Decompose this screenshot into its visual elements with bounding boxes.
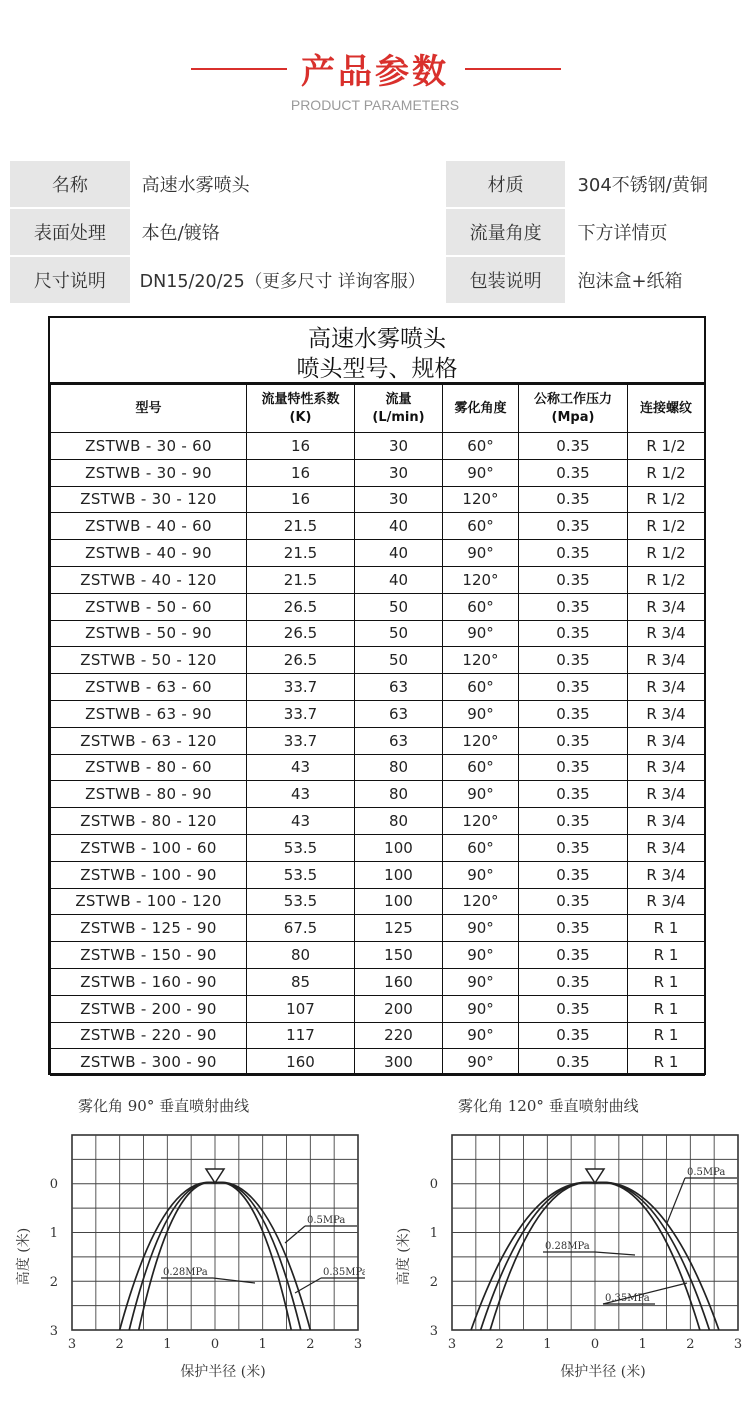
table-cell: R 3/4 <box>628 781 705 808</box>
table-cell: 200 <box>355 995 443 1022</box>
table-row <box>51 566 705 593</box>
param-row <box>10 209 739 255</box>
table-row <box>51 486 705 513</box>
table-cell: 0.35 <box>519 433 628 460</box>
x-tick-label: 1 <box>543 1337 552 1352</box>
table-cell: 85 <box>247 968 355 995</box>
table-cell: 26.5 <box>247 593 355 620</box>
table-cell: 80 <box>355 754 443 781</box>
table-cell: R 1/2 <box>628 540 705 567</box>
table-row <box>51 727 705 754</box>
param-value: DN15/20/25（更多尺寸 详询客服） <box>132 257 444 303</box>
table-cell: ZSTWB - 80 - 60 <box>51 754 247 781</box>
param-key: 流量角度 <box>446 209 566 255</box>
table-cell: 0.35 <box>519 459 628 486</box>
table-row <box>51 781 705 808</box>
table-cell: R 3/4 <box>628 700 705 727</box>
table-cell: 63 <box>355 674 443 701</box>
pressure-label: 0.28MPa <box>545 1241 590 1252</box>
table-cell: 43 <box>247 754 355 781</box>
param-row <box>10 257 739 303</box>
param-row <box>10 161 739 207</box>
column-header-label: 雾化角度 <box>454 400 507 416</box>
table-cell: R 1/2 <box>628 433 705 460</box>
pressure-label: 0.35MPa <box>323 1267 365 1278</box>
column-header-label: 流量 <box>385 391 412 407</box>
table-cell: 120° <box>443 566 519 593</box>
table-cell: R 1 <box>628 995 705 1022</box>
table-cell: 0.35 <box>519 513 628 540</box>
y-tick-label: 1 <box>429 1226 438 1241</box>
x-tick-label: 1 <box>163 1337 172 1352</box>
table-cell: 50 <box>355 620 443 647</box>
table-cell: R 3/4 <box>628 754 705 781</box>
table-cell: 90° <box>443 459 519 486</box>
table-cell: 80 <box>247 942 355 969</box>
table-row <box>51 647 705 674</box>
column-header-label: 连接螺纹 <box>639 400 692 416</box>
table-cell: R 1 <box>628 1049 705 1076</box>
table-cell: 40 <box>355 513 443 540</box>
table-row <box>51 915 705 942</box>
column-header <box>247 385 355 433</box>
table-cell: 0.35 <box>519 754 628 781</box>
y-tick-label: 2 <box>429 1275 438 1290</box>
table-row <box>51 459 705 486</box>
table-cell: ZSTWB - 80 - 90 <box>51 781 247 808</box>
table-row <box>51 834 705 861</box>
table-cell: 120° <box>443 647 519 674</box>
callout-leader <box>295 1278 321 1293</box>
table-cell: 53.5 <box>247 888 355 915</box>
table-cell: 16 <box>247 459 355 486</box>
table-cell: 53.5 <box>247 834 355 861</box>
table-cell: 150 <box>355 942 443 969</box>
table-cell: R 1/2 <box>628 486 705 513</box>
table-cell: R 3/4 <box>628 861 705 888</box>
y-tick-label: 0 <box>49 1177 58 1192</box>
table-cell: ZSTWB - 50 - 60 <box>51 593 247 620</box>
table-cell: 43 <box>247 781 355 808</box>
table-cell: 90° <box>443 915 519 942</box>
table-row <box>51 942 705 969</box>
table-cell: R 1/2 <box>628 459 705 486</box>
x-tick-label: 0 <box>590 1337 600 1352</box>
table-cell: 0.35 <box>519 808 628 835</box>
table-cell: R 1 <box>628 968 705 995</box>
table-cell: 90° <box>443 995 519 1022</box>
param-key: 包装说明 <box>446 257 566 303</box>
table-cell: 0.35 <box>519 647 628 674</box>
table-cell: 120° <box>443 486 519 513</box>
table-cell: ZSTWB - 200 - 90 <box>51 995 247 1022</box>
table-cell: 90° <box>443 968 519 995</box>
table-cell: 90° <box>443 700 519 727</box>
nozzle-icon <box>586 1169 604 1183</box>
table-header-row <box>51 385 705 433</box>
table-cell: 53.5 <box>247 861 355 888</box>
table-row <box>51 1022 705 1049</box>
table-cell: ZSTWB - 100 - 90 <box>51 861 247 888</box>
table-cell: ZSTWB - 300 - 90 <box>51 1049 247 1076</box>
x-tick-label: 2 <box>306 1337 315 1352</box>
table-cell: 0.35 <box>519 674 628 701</box>
table-cell: 43 <box>247 808 355 835</box>
param-value: 下方详情页 <box>567 209 739 255</box>
table-cell: R 1/2 <box>628 513 705 540</box>
table-cell: 100 <box>355 834 443 861</box>
table-cell: R 3/4 <box>628 808 705 835</box>
table-cell: ZSTWB - 125 - 90 <box>51 915 247 942</box>
spray-curve-90 <box>10 1085 365 1409</box>
table-cell: 67.5 <box>247 915 355 942</box>
table-cell: 120° <box>443 888 519 915</box>
table-cell: ZSTWB - 160 - 90 <box>51 968 247 995</box>
x-tick-label: 2 <box>495 1337 504 1352</box>
param-value: 泡沫盒+纸箱 <box>567 257 739 303</box>
param-value: 高速水雾喷头 <box>132 161 444 207</box>
table-cell: 0.35 <box>519 727 628 754</box>
x-tick-label: 1 <box>638 1337 647 1352</box>
table-cell: 40 <box>355 540 443 567</box>
spec-title-line1: 高速水雾喷头 <box>308 326 446 352</box>
table-cell: ZSTWB - 50 - 120 <box>51 647 247 674</box>
callout-leader <box>667 1178 685 1223</box>
table-row <box>51 674 705 701</box>
chart-title: 雾化角 120° 垂直喷射曲线 <box>458 1097 639 1115</box>
callout-leader <box>285 1226 305 1243</box>
table-cell: 120° <box>443 727 519 754</box>
spec-table-title <box>50 318 704 384</box>
table-row <box>51 808 705 835</box>
table-cell: 125 <box>355 915 443 942</box>
table-row <box>51 754 705 781</box>
table-cell: 50 <box>355 593 443 620</box>
table-cell: 30 <box>355 433 443 460</box>
x-tick-label: 3 <box>353 1337 363 1352</box>
table-cell: 26.5 <box>247 647 355 674</box>
table-row <box>51 1049 705 1076</box>
table-cell: ZSTWB - 30 - 90 <box>51 459 247 486</box>
table-cell: ZSTWB - 63 - 90 <box>51 700 247 727</box>
y-tick-label: 3 <box>429 1324 438 1339</box>
table-cell: R 1 <box>628 1022 705 1049</box>
table-cell: ZSTWB - 50 - 90 <box>51 620 247 647</box>
table-cell: 40 <box>355 566 443 593</box>
table-cell: 90° <box>443 620 519 647</box>
table-cell: 60° <box>443 433 519 460</box>
table-cell: 0.35 <box>519 566 628 593</box>
table-cell: 30 <box>355 486 443 513</box>
table-cell: R 1 <box>628 942 705 969</box>
table-row <box>51 433 705 460</box>
table-row <box>51 861 705 888</box>
table-cell: 80 <box>355 808 443 835</box>
y-axis-label: 高度 (米) <box>396 1227 412 1286</box>
param-key: 表面处理 <box>10 209 130 255</box>
table-cell: ZSTWB - 150 - 90 <box>51 942 247 969</box>
table-cell: R 3/4 <box>628 834 705 861</box>
spec-table <box>48 316 706 1075</box>
y-tick-label: 2 <box>49 1275 58 1290</box>
table-cell: R 3/4 <box>628 620 705 647</box>
table-cell: 60° <box>443 593 519 620</box>
param-key: 材质 <box>446 161 566 207</box>
section-title: 产品参数 <box>301 52 449 92</box>
header-divider-right <box>465 68 561 70</box>
table-cell: 0.35 <box>519 834 628 861</box>
table-cell: 33.7 <box>247 674 355 701</box>
table-row <box>51 888 705 915</box>
table-cell: 60° <box>443 754 519 781</box>
table-cell: 90° <box>443 942 519 969</box>
pressure-label: 0.28MPa <box>163 1267 208 1278</box>
y-tick-label: 0 <box>429 1177 438 1192</box>
table-cell: ZSTWB - 100 - 120 <box>51 888 247 915</box>
table-cell: 0.35 <box>519 1022 628 1049</box>
table-body <box>51 433 705 1076</box>
section-subtitle: PRODUCT PARAMETERS <box>290 97 460 113</box>
table-cell: 0.35 <box>519 888 628 915</box>
table-cell: 0.35 <box>519 915 628 942</box>
chart-title: 雾化角 90° 垂直喷射曲线 <box>78 1097 250 1115</box>
table-cell: ZSTWB - 80 - 120 <box>51 808 247 835</box>
table-cell: 33.7 <box>247 700 355 727</box>
table-cell: 0.35 <box>519 620 628 647</box>
x-tick-label: 2 <box>686 1337 695 1352</box>
table-cell: ZSTWB - 30 - 120 <box>51 486 247 513</box>
pressure-label: 0.5MPa <box>687 1167 726 1178</box>
table-cell: R 3/4 <box>628 593 705 620</box>
table-cell: 0.35 <box>519 995 628 1022</box>
table-cell: 16 <box>247 486 355 513</box>
column-header-label: 公称工作压力 <box>533 391 612 407</box>
table-row <box>51 620 705 647</box>
x-axis-label: 保护半径 (米) <box>560 1364 646 1380</box>
table-cell: 21.5 <box>247 566 355 593</box>
param-key: 名称 <box>10 161 130 207</box>
y-tick-label: 1 <box>49 1226 58 1241</box>
pressure-label: 0.5MPa <box>307 1215 346 1226</box>
table-cell: 220 <box>355 1022 443 1049</box>
table-cell: ZSTWB - 100 - 60 <box>51 834 247 861</box>
table-cell: 0.35 <box>519 593 628 620</box>
parameter-grid <box>10 161 739 305</box>
table-row <box>51 995 705 1022</box>
table-cell: 60° <box>443 674 519 701</box>
table-cell: 90° <box>443 781 519 808</box>
table-cell: 0.35 <box>519 968 628 995</box>
y-axis-label: 高度 (米) <box>16 1227 32 1286</box>
column-header <box>51 385 247 433</box>
x-tick-label: 3 <box>67 1337 77 1352</box>
column-header-unit: (Mpa) <box>551 409 595 425</box>
callout-leader <box>213 1278 255 1283</box>
spray-curve-chart <box>10 1085 365 1405</box>
table-cell: ZSTWB - 40 - 90 <box>51 540 247 567</box>
column-header <box>519 385 628 433</box>
nozzle-icon <box>206 1169 224 1183</box>
table-cell: 90° <box>443 1049 519 1076</box>
column-header-label: 型号 <box>135 400 162 416</box>
table-cell: 0.35 <box>519 861 628 888</box>
table-cell: 33.7 <box>247 727 355 754</box>
table-cell: 160 <box>355 968 443 995</box>
section-header <box>0 0 750 140</box>
table-cell: 90° <box>443 1022 519 1049</box>
table-cell: ZSTWB - 63 - 120 <box>51 727 247 754</box>
pressure-label: 0.35MPa <box>605 1293 650 1304</box>
table-cell: 16 <box>247 433 355 460</box>
table-row <box>51 540 705 567</box>
column-header <box>628 385 705 433</box>
table-cell: ZSTWB - 220 - 90 <box>51 1022 247 1049</box>
x-tick-label: 3 <box>733 1337 743 1352</box>
table-cell: 30 <box>355 459 443 486</box>
table-cell: 21.5 <box>247 513 355 540</box>
table-cell: 90° <box>443 540 519 567</box>
table-cell: 50 <box>355 647 443 674</box>
table-cell: R 1/2 <box>628 566 705 593</box>
column-header <box>443 385 519 433</box>
table-cell: R 1 <box>628 915 705 942</box>
table-cell: 0.35 <box>519 1049 628 1076</box>
table-cell: 63 <box>355 727 443 754</box>
table-cell: 21.5 <box>247 540 355 567</box>
column-header-label: 流量特性系数 <box>261 391 340 407</box>
table-cell: 0.35 <box>519 540 628 567</box>
table-cell: 60° <box>443 834 519 861</box>
spray-curve-chart <box>390 1085 745 1405</box>
column-header-unit: (L/min) <box>372 409 425 425</box>
x-tick-label: 0 <box>210 1337 220 1352</box>
table-cell: R 3/4 <box>628 674 705 701</box>
table-row <box>51 513 705 540</box>
table-cell: 100 <box>355 888 443 915</box>
table-cell: 0.35 <box>519 942 628 969</box>
table-cell: 0.35 <box>519 700 628 727</box>
table-cell: 80 <box>355 781 443 808</box>
spec-title-line2: 喷头型号、规格 <box>296 356 458 382</box>
callout-leader <box>595 1252 635 1255</box>
table-cell: R 3/4 <box>628 888 705 915</box>
table-row <box>51 700 705 727</box>
table-cell: 120° <box>443 808 519 835</box>
x-tick-label: 3 <box>447 1337 457 1352</box>
y-tick-label: 3 <box>49 1324 58 1339</box>
table-row <box>51 968 705 995</box>
spec-grid <box>50 384 705 1076</box>
param-value: 304不锈钢/黄铜 <box>567 161 739 207</box>
table-cell: 63 <box>355 700 443 727</box>
param-value: 本色/镀铬 <box>132 209 444 255</box>
table-cell: R 3/4 <box>628 727 705 754</box>
table-cell: 90° <box>443 861 519 888</box>
table-row <box>51 593 705 620</box>
x-tick-label: 2 <box>115 1337 124 1352</box>
x-axis-label: 保护半径 (米) <box>180 1364 266 1380</box>
table-cell: 0.35 <box>519 781 628 808</box>
table-cell: 100 <box>355 861 443 888</box>
x-tick-label: 1 <box>258 1337 267 1352</box>
table-cell: ZSTWB - 30 - 60 <box>51 433 247 460</box>
column-header-unit: (K) <box>289 409 312 425</box>
table-cell: ZSTWB - 63 - 60 <box>51 674 247 701</box>
table-cell: ZSTWB - 40 - 60 <box>51 513 247 540</box>
table-cell: R 3/4 <box>628 647 705 674</box>
table-cell: 60° <box>443 513 519 540</box>
table-cell: 160 <box>247 1049 355 1076</box>
table-cell: ZSTWB - 40 - 120 <box>51 566 247 593</box>
table-cell: 26.5 <box>247 620 355 647</box>
table-cell: 117 <box>247 1022 355 1049</box>
table-cell: 107 <box>247 995 355 1022</box>
column-header <box>355 385 443 433</box>
spray-curve-120 <box>390 1085 745 1409</box>
table-cell: 300 <box>355 1049 443 1076</box>
param-key: 尺寸说明 <box>10 257 130 303</box>
table-cell: 0.35 <box>519 486 628 513</box>
